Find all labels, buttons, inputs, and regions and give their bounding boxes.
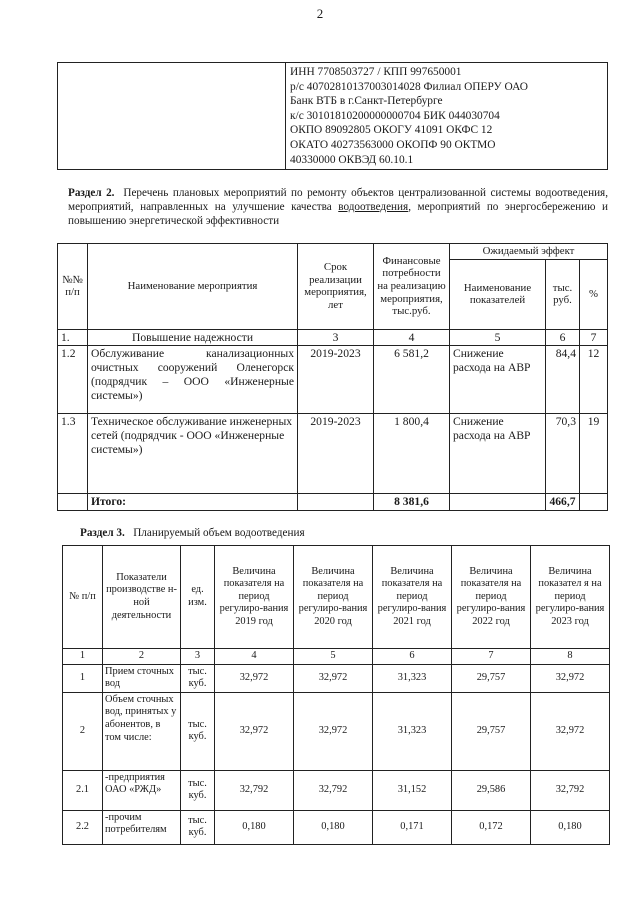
row-value: 29,586 [452,770,531,810]
section2-label: Раздел 2. [68,187,115,199]
table-row [63,664,610,692]
row-value: 32,792 [531,770,610,810]
row-value: 32,972 [294,664,373,692]
section2-text: Перечень плановых мероприятий по ремонту объектов централизованной системы водоотведения, мероприятий, направленных на улучшение качества [68,187,608,213]
header-num: № п/п [63,546,103,649]
header-indicator: Показатели производстве н-ной деятельности [103,546,181,649]
row-num: 2.1 [63,770,103,810]
section2-text-underlined: водоотведения [338,201,409,213]
row-finance: 6 581,2 [374,346,450,414]
row-value: 31,323 [373,664,452,692]
row-num: 1 [63,664,103,692]
row-name: Техническое обслуживание инженерных сетей (подрядчик - ООО «Инженерные системы») [88,414,298,494]
table-row [63,810,610,844]
row-value: 32,972 [294,692,373,770]
colnum-4: 4 [374,329,450,346]
row-name: -прочим потребителям [103,810,181,844]
header-2019: Величина показателя на период регулиро-вания 2019 год [215,546,294,649]
row-value: 32,972 [531,664,610,692]
row-term: 2019-2023 [298,346,374,414]
row-value: 0,180 [215,810,294,844]
table-row [63,770,610,810]
section3-label: Раздел 3. [80,527,125,539]
colnum: 4 [215,649,294,665]
total-thous: 466,7 [549,495,576,509]
table-row [58,414,608,494]
row-name: -предприятия ОАО «РЖД» [103,770,181,810]
row-indicator: Снижение расхода на АВР [450,414,546,494]
row-unit: тыс. куб. [181,692,215,770]
bank-empty-cell [58,63,286,170]
row-pct: 19 [580,414,608,494]
table-row [63,692,610,770]
row-value: 32,972 [215,692,294,770]
row-num: 2.2 [63,810,103,844]
row-name: Объем сточных вод, принятых у абонентов, в том числе: [103,692,181,770]
row-value: 31,152 [373,770,452,810]
colnum: 8 [531,649,610,665]
row-num: 1.2 [58,346,88,414]
row-thous: 70,3 [546,414,580,494]
bank-details-cell [286,63,608,170]
header-num: №№ п/п [58,244,88,330]
colnum: 2 [103,649,181,665]
row-value: 29,757 [452,664,531,692]
row-name: Прием сточных вод [103,664,181,692]
row-unit: тыс. куб. [181,664,215,692]
row-unit: тыс. куб. [181,770,215,810]
measures-table [57,243,608,511]
page-number: 2 [316,6,324,21]
volume-table [62,545,610,845]
header-finance: Финансовые потребности на реализацию мероприятия, тыс.руб. [374,244,450,330]
row-value: 29,757 [452,692,531,770]
section3-heading [80,527,305,539]
row-finance: 1 800,4 [374,414,450,494]
bank-line: Банк ВТБ в г.Санкт-Петербурге [290,95,443,108]
total-row [58,494,608,511]
colnum: 3 [181,649,215,665]
table-row [58,346,608,414]
colnum: 1 [63,649,103,665]
header-term: Срок реализации мероприятия, лет [298,244,374,330]
colnum: 6 [373,649,452,665]
header-unit: ед. изм. [181,546,215,649]
group-title: Повышение надежности [88,329,298,346]
row-num: 1.3 [58,414,88,494]
bank-line: ИНН 7708503727 / КПП 997650001 [290,66,462,78]
section3-title: Планируемый объем водоотведения [133,527,305,539]
header-effect: Ожидаемый эффект [450,244,608,260]
total-label: Итого: [91,495,126,509]
row-value: 0,172 [452,810,531,844]
colnum-1: 1. [58,329,88,346]
row-value: 32,972 [215,664,294,692]
row-pct: 12 [580,346,608,414]
row-value: 0,171 [373,810,452,844]
colnum-5: 5 [450,329,546,346]
bank-line: к/с 30101810200000000704 БИК 044030704 [290,109,500,122]
header-2020: Величина показателя на период регулиро-вания 2020 год [294,546,373,649]
bank-line: 40330000 ОКВЭД 60.10.1 [290,153,414,166]
colnum: 7 [452,649,531,665]
header-2021: Величина показателя на период регулиро-вания 2021 год [373,546,452,649]
row-value: 0,180 [531,810,610,844]
row-value: 32,792 [215,770,294,810]
colnum: 5 [294,649,373,665]
header-thous: тыс. руб. [546,259,580,329]
header-2023: Величина показател я на период регулиро-вания 2023 год [531,546,610,649]
row-term: 2019-2023 [298,414,374,494]
row-value: 31,323 [373,692,452,770]
header-pct: % [580,259,608,329]
row-indicator: Снижение расхода на АВР [450,346,546,414]
header-indicator: Наименование показателей [450,259,546,329]
colnum-row [63,649,610,665]
bank-line: ОКПО 89092805 ОКОГУ 41091 ОКФС 12 [290,124,493,137]
row-value: 32,792 [294,770,373,810]
row-value: 0,180 [294,810,373,844]
row-thous: 84,4 [546,346,580,414]
colnum-3: 3 [298,329,374,346]
section2-text-end: , мероприятий по энергосбережению и повышению энергетической эффективности [68,201,608,227]
total-finance: 8 381,6 [394,495,429,509]
row-value: 32,972 [531,692,610,770]
colnum-7: 7 [580,329,608,346]
bank-line: р/с 40702810137003014028 Филиал ОПЕРУ ОАО [290,80,528,93]
colnum-6: 6 [546,329,580,346]
header-2022: Величина показателя на период регулиро-вания 2022 год [452,546,531,649]
bank-details-table [57,62,608,170]
row-name: Обслуживание канализационных очистных сооружений Оленегорск (подрядчик – ООО «Инженерные системы») [88,346,298,414]
row-unit: тыс. куб. [181,810,215,844]
row-num: 2 [63,692,103,770]
header-name: Наименование мероприятия [88,244,298,330]
bank-line: ОКАТО 40273563000 ОКОПФ 90 ОКТМО [290,138,496,151]
section2-heading [68,186,608,228]
